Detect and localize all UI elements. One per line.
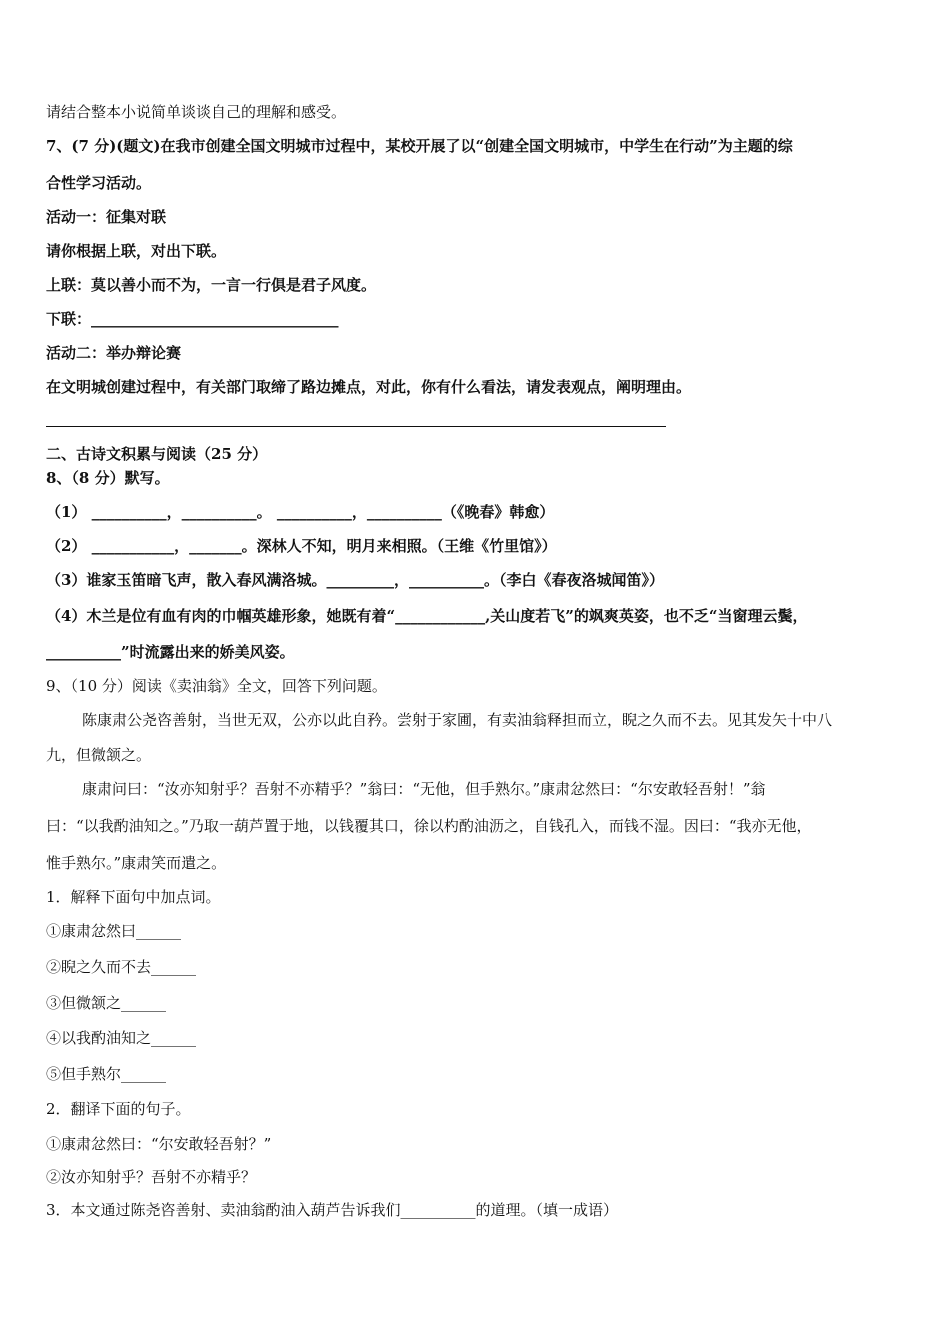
q7-stem-line1: 7、(7 分)(题文)在我市创建全国文明城市过程中，某校开展了以“创建全国文明城市，中学生在行动”为主题的综 xyxy=(46,137,793,155)
upper-couplet: 上联：莫以善小而不为，一言一行俱是君子风度。 xyxy=(46,276,377,294)
sub-item: ①康肃忿然曰______ xyxy=(46,922,182,940)
q7-stem-line2: 合性学习活动。 xyxy=(46,174,152,192)
sub-item: ②睨之久而不去______ xyxy=(46,958,197,976)
passage-line: 康肃问曰：“汝亦知射乎？吾射不亦精乎？”翁曰：“无他，但手熟尔。”康肃忿然曰：“尔安敢轻吾射！”翁 xyxy=(82,780,766,798)
sub-item: ④以我酌油知之______ xyxy=(46,1029,197,1047)
sub-item: ②汝亦知射乎？吾射不亦精乎？ xyxy=(46,1168,257,1186)
prev-question-tail: 请结合整本小说简单谈谈自己的理解和感受。 xyxy=(46,103,347,121)
q8-item-4-line2: __________”时流露出来的娇美风姿。 xyxy=(46,643,295,661)
q8-item-2: （2） ___________，_______。深林人不知，明月来相照。（王维《竹里馆》） xyxy=(46,537,557,555)
activity-1-title: 活动一：征集对联 xyxy=(46,208,167,226)
sub-item: ③但微颔之______ xyxy=(46,994,167,1012)
q8-item-1: （1） __________，__________。 __________，__________（《晚春》韩愈） xyxy=(46,503,555,521)
passage-line: 陈康肃公尧咨善射，当世无双，公亦以此自矜。尝射于家圃，有卖油翁释担而立，睨之久而不去。见其发矢十中八 xyxy=(82,711,833,729)
q8-item-4-line1: （4）木兰是位有血有肉的巾帼英雄形象，她既有着“____________,关山度若飞”的飒爽英姿，也不乏“当窗理云鬓， xyxy=(46,607,808,625)
answer-line xyxy=(46,426,666,427)
sub-item: ①康肃忿然曰：“尔安敢轻吾射？” xyxy=(46,1135,272,1153)
sub-question-1: 1．解释下面句中加点词。 xyxy=(46,888,221,906)
activity-1-prompt: 请你根据上联，对出下联。 xyxy=(46,242,227,260)
sub-item: ⑤但手熟尔______ xyxy=(46,1065,167,1083)
activity-2-prompt: 在文明城创建过程中，有关部门取缔了路边摊点，对此，你有什么看法，请发表观点，阐明理由。 xyxy=(46,378,692,396)
passage-line: 九，但微颔之。 xyxy=(46,746,152,764)
q9-stem: 9、（10 分）阅读《卖油翁》全文，回答下列问题。 xyxy=(46,677,387,695)
section-2-heading: 二、古诗文积累与阅读（25 分） xyxy=(46,445,268,463)
q8-stem: 8、（8 分）默写。 xyxy=(46,469,170,487)
q8-item-3: （3）谁家玉笛暗飞声，散入春风满洛城。_________，__________。（李白《春夜洛城闻笛》） xyxy=(46,571,664,589)
passage-line: 曰：“以我酌油知之。”乃取一葫芦置于地，以钱覆其口，徐以杓酌油沥之，自钱孔入，而钱不湿。因曰：“我亦无他， xyxy=(46,817,812,835)
lower-couplet-blank: 下联：_________________________________ xyxy=(46,310,339,328)
passage-line: 惟手熟尔。”康肃笑而遣之。 xyxy=(46,854,227,872)
sub-question-3: 3．本文通过陈尧咨善射、卖油翁酌油入葫芦告诉我们__________的道理。（填一成语） xyxy=(46,1201,619,1219)
sub-question-2: 2．翻译下面的句子。 xyxy=(46,1100,191,1118)
activity-2-title: 活动二：举办辩论赛 xyxy=(46,344,182,362)
